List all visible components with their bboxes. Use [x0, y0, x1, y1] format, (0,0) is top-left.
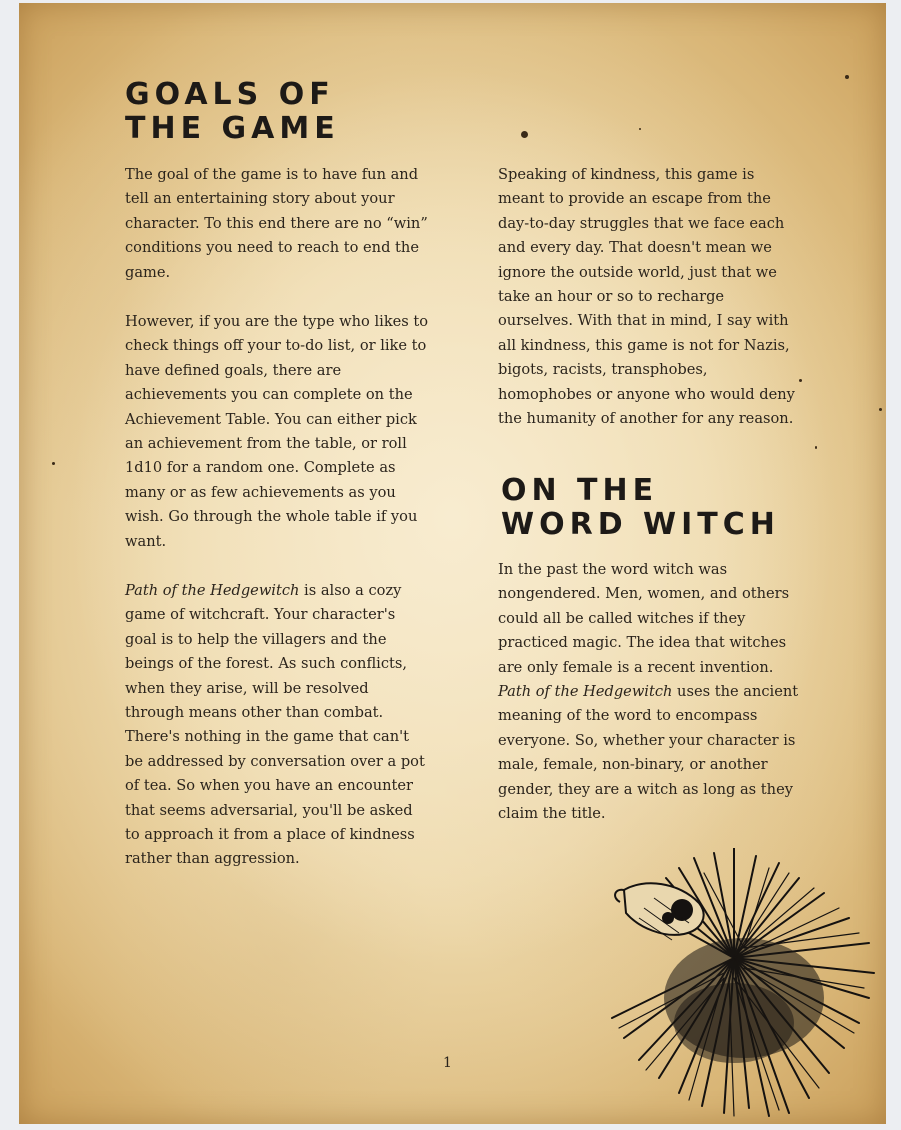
- kindness-paragraph: Speaking of kindness, this game is meant to provide an escape from the day-to-day struggles that we face each and every day. That doesn't mean we ignore the outside world, just that we take an hour or so to recharge ourselves. With that in mind, I say with all kindness, this game is not for Nazis, bigots, racists, transphobes, homophobes or anyone who would deny the humanity of another for any reason.: [498, 166, 795, 428]
- game-title-italic: Path of the Hedgewitch: [125, 582, 300, 599]
- witch-heading: ON THE WORD WITCH: [501, 473, 780, 542]
- goals-heading: GOALS OF THE GAME: [125, 77, 340, 146]
- paper-speck: [52, 462, 55, 465]
- document-page: [19, 3, 886, 1124]
- goals-paragraph-1: The goal of the game is to have fun and tell an entertaining story about your character. To this end there are no “win” conditions you need to reach to end the game.: [125, 166, 428, 281]
- goals-paragraph-2: However, if you are the type who likes to check things off your to-do list, or like to have defined goals, there are achievements you can complete on the Achievement Table. You can either pick an achievement from the table, or roll 1d10 for a random one. Complete as many or as few achievements as you wish. Go through the whole table if you want.: [125, 313, 429, 550]
- paper-speck: [815, 446, 817, 449]
- paper-speck: [639, 128, 641, 130]
- paper-speck: [879, 408, 882, 411]
- paper-speck: [521, 131, 528, 138]
- paper-speck: [845, 75, 849, 79]
- paragraph-3-text: is also a cozy game of witchcraft. Your character's goal is to help the villagers and the beings of the forest. As such conflicts, when they arise, will be resolved through means other than combat. There's nothing in the game that can't be addressed by conversation over a pot of tea. So when you have an encounter that seems adversarial, you'll be asked to approach it from a place of kindness rather than aggression.: [125, 582, 425, 868]
- witch-paragraph-intro: In the past the word witch was nongendered. Men, women, and others could all be called witches if they practiced magic. The idea that witches are only female is a recent invention.: [498, 561, 790, 676]
- goals-paragraph-3: [125, 579, 430, 872]
- hedgehog-icon: [584, 848, 884, 1118]
- game-title-italic: Path of the Hedgewitch: [498, 683, 673, 701]
- page-number: 1: [443, 1055, 452, 1071]
- witch-paragraph: [498, 558, 803, 826]
- witch-paragraph-rest: uses the ancient meaning of the word to encompass everyone. So, whether your character is male, female, non-binary, or another gender, they are a witch as long as they claim the title.: [498, 683, 799, 823]
